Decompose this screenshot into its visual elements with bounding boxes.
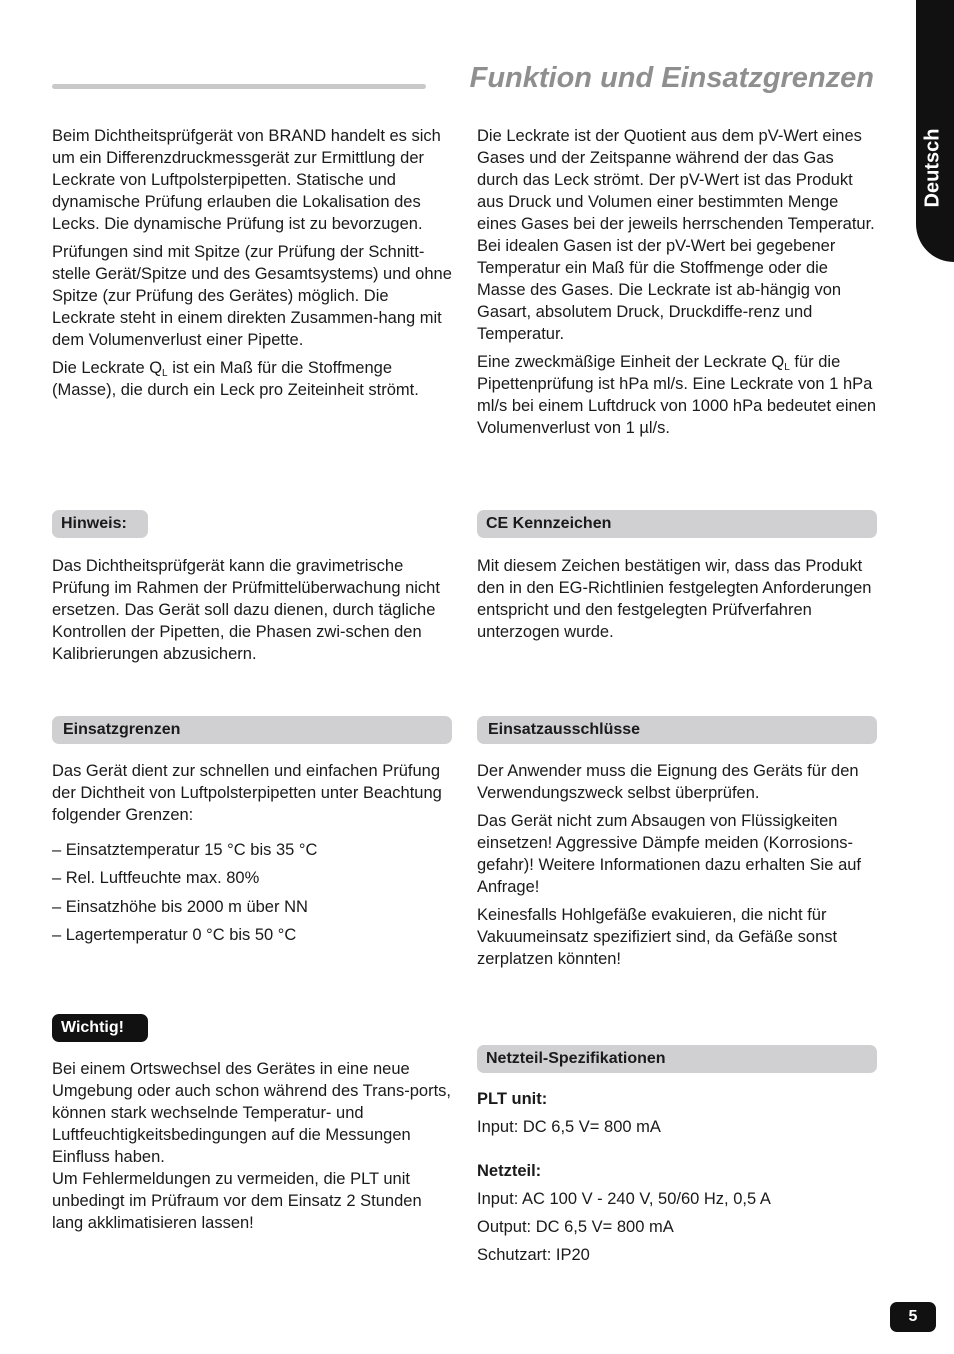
page-number: 5 <box>890 1302 936 1332</box>
list-item: – Einsatztemperatur 15 °C bis 35 °C <box>52 841 318 859</box>
wichtig-heading: Wichtig! <box>52 1014 148 1042</box>
hinweis-text: Das Dichtheitsprüfgerät kann die gravimetrische Prüfung im Rahmen der Prüfmittelüberwachung nicht ersetzen. Das Gerät soll dazu dienen, durch tägliche Kontrollen der Pipetten, die Phasen zwi-schen den Kalibrierungen abzusichern. <box>52 557 440 663</box>
netzteil-spec-section <box>477 1088 879 1272</box>
list-item: – Rel. Luftfeuchte max. 80% <box>52 869 260 888</box>
title-rule <box>52 84 426 89</box>
intro-right-paragraph-2: Eine zweckmäßige Einheit der Leckrate $Q_L$ für die Pipettenprüfung ist hPa ml/s. Eine Leckrate von 1 hPa ml/s bei einem Luftdruck von 1000 hPa bedeutet einen Volumenverlust von 1 µl/s. <box>477 353 877 437</box>
ce-text: Mit diesem Zeichen bestätigen wir, dass das Produkt den in den EG-Richtlinien festgelegten Anforderungen entspricht und den festgelegten Prüfverfahren unterzogen wurde. <box>477 557 872 641</box>
list-item: – Lagertemperatur 0 °C bis 50 °C <box>52 925 297 944</box>
plt-unit-input: Input: DC 6,5 V= 800 mA <box>477 1118 661 1136</box>
page-title: Funktion und Einsatzgrenzen <box>469 62 874 94</box>
ce-heading: CE Kennzeichen <box>477 510 877 538</box>
intro-left-paragraph-1: Beim Dichtheitsprüfgerät von BRAND handelt es sich um ein Differenzdruckmessgerät zur Ermittlung der Leckrate von Luftpolsterpipetten. Statische und dynamische Prüfung erlauben die Lokalisation des Lecks. Die dynamische Prüfung ist zu bevorzugen. <box>52 127 441 233</box>
netzteil-output: Output: DC 6,5 V= 800 mA <box>477 1218 674 1236</box>
intro-left-paragraph-3: Die Leckrate $Q_L$ ist ein Maß für die Stoffmenge (Masse), die durch ein Leck pro Zeiteinheit strömt. <box>52 359 419 399</box>
plt-unit-heading: PLT unit: <box>477 1090 548 1108</box>
intro-right-column <box>477 125 879 445</box>
language-tab-label: Deutsch <box>921 128 944 208</box>
einsatzgrenzen-intro: Das Gerät dient zur schnellen und einfachen Prüfung der Dichtheit von Luftpolsterpipetten unter Beachtung folgender Grenzen: <box>52 762 442 824</box>
einsatzgrenzen-list <box>52 839 454 946</box>
netzteil-schutzart: Schutzart: IP20 <box>477 1246 590 1264</box>
einsatzausschluesse-heading: Einsatzausschlüsse <box>477 716 877 744</box>
einsatzausschluesse-paragraph-1: Der Anwender muss die Eignung des Geräts für den Verwendungszweck selbst überprüfen. <box>477 762 859 802</box>
hinweis-heading: Hinweis: <box>52 510 148 538</box>
list-item: – Einsatzhöhe bis 2000 m über NN <box>52 897 308 916</box>
einsatzgrenzen-heading: Einsatzgrenzen <box>52 716 452 744</box>
wichtig-paragraph-2: Um Fehlermeldungen zu vermeiden, die PLT unit unbedingt im Prüfraum vor dem Einsatz 2 Stunden lang akklimatisieren lassen! <box>52 1170 422 1232</box>
ce-section <box>477 555 879 649</box>
intro-right-paragraph-1: Die Leckrate ist der Quotient aus dem pV-Wert eines Gases und der Zeitspanne während der das Gas durch das Leck strömt. Der pV-Wert ist das Produkt aus Druck und Volumen einer bestimmten Menge eines Gases bei der jeweils herrschenden Temperatur. Bei idealen Gasen ist der pV-Wert bei gegebener Temperatur ein Maß für die Stoffmenge oder die Masse des Gases. Die Leckrate ist ab-hängig von Gasart, absolutem Druck, Druckdiffe-renz und Temperatur. <box>477 127 875 343</box>
wichtig-paragraph-1: Bei einem Ortswechsel des Gerätes in eine neue Umgebung oder auch schon während des Trans-ports, können stark wechselnde Temperatur- und Luftfeuchtigkeitsbedingungen auf die Messungen Einfluss haben. <box>52 1060 451 1166</box>
einsatzgrenzen-section <box>52 760 454 952</box>
intro-left-column <box>52 125 454 407</box>
einsatzausschluesse-section <box>477 760 879 976</box>
hinweis-section <box>52 555 454 671</box>
intro-left-paragraph-2: Prüfungen sind mit Spitze (zur Prüfung der Schnitt-stelle Gerät/Spitze und des Gesamtsystems) und ohne Spitze (zur Prüfung des Gerätes) möglich. Die Leckrate steht in einem direkten Zusammen-hang mit dem Volumenverlust einer Pipette. <box>52 243 452 349</box>
netzteil-spec-heading: Netzteil-Spezifikationen <box>477 1045 877 1073</box>
wichtig-section <box>52 1058 454 1240</box>
netzteil-input: Input: AC 100 V - 240 V, 50/60 Hz, 0,5 A <box>477 1190 771 1208</box>
einsatzausschluesse-paragraph-3: Keinesfalls Hohlgefäße evakuieren, die nicht für Vakuumeinsatz spezifiziert sind, da Gefäße sonst zerplatzen könnten! <box>477 906 838 968</box>
netzteil-heading: Netzteil: <box>477 1162 542 1180</box>
einsatzausschluesse-paragraph-2: Das Gerät nicht zum Absaugen von Flüssigkeiten einsetzen! Aggressive Dämpfe meiden (Korrosions-gefahr)! Weitere Informationen dazu erhalten Sie auf Anfrage! <box>477 812 862 896</box>
